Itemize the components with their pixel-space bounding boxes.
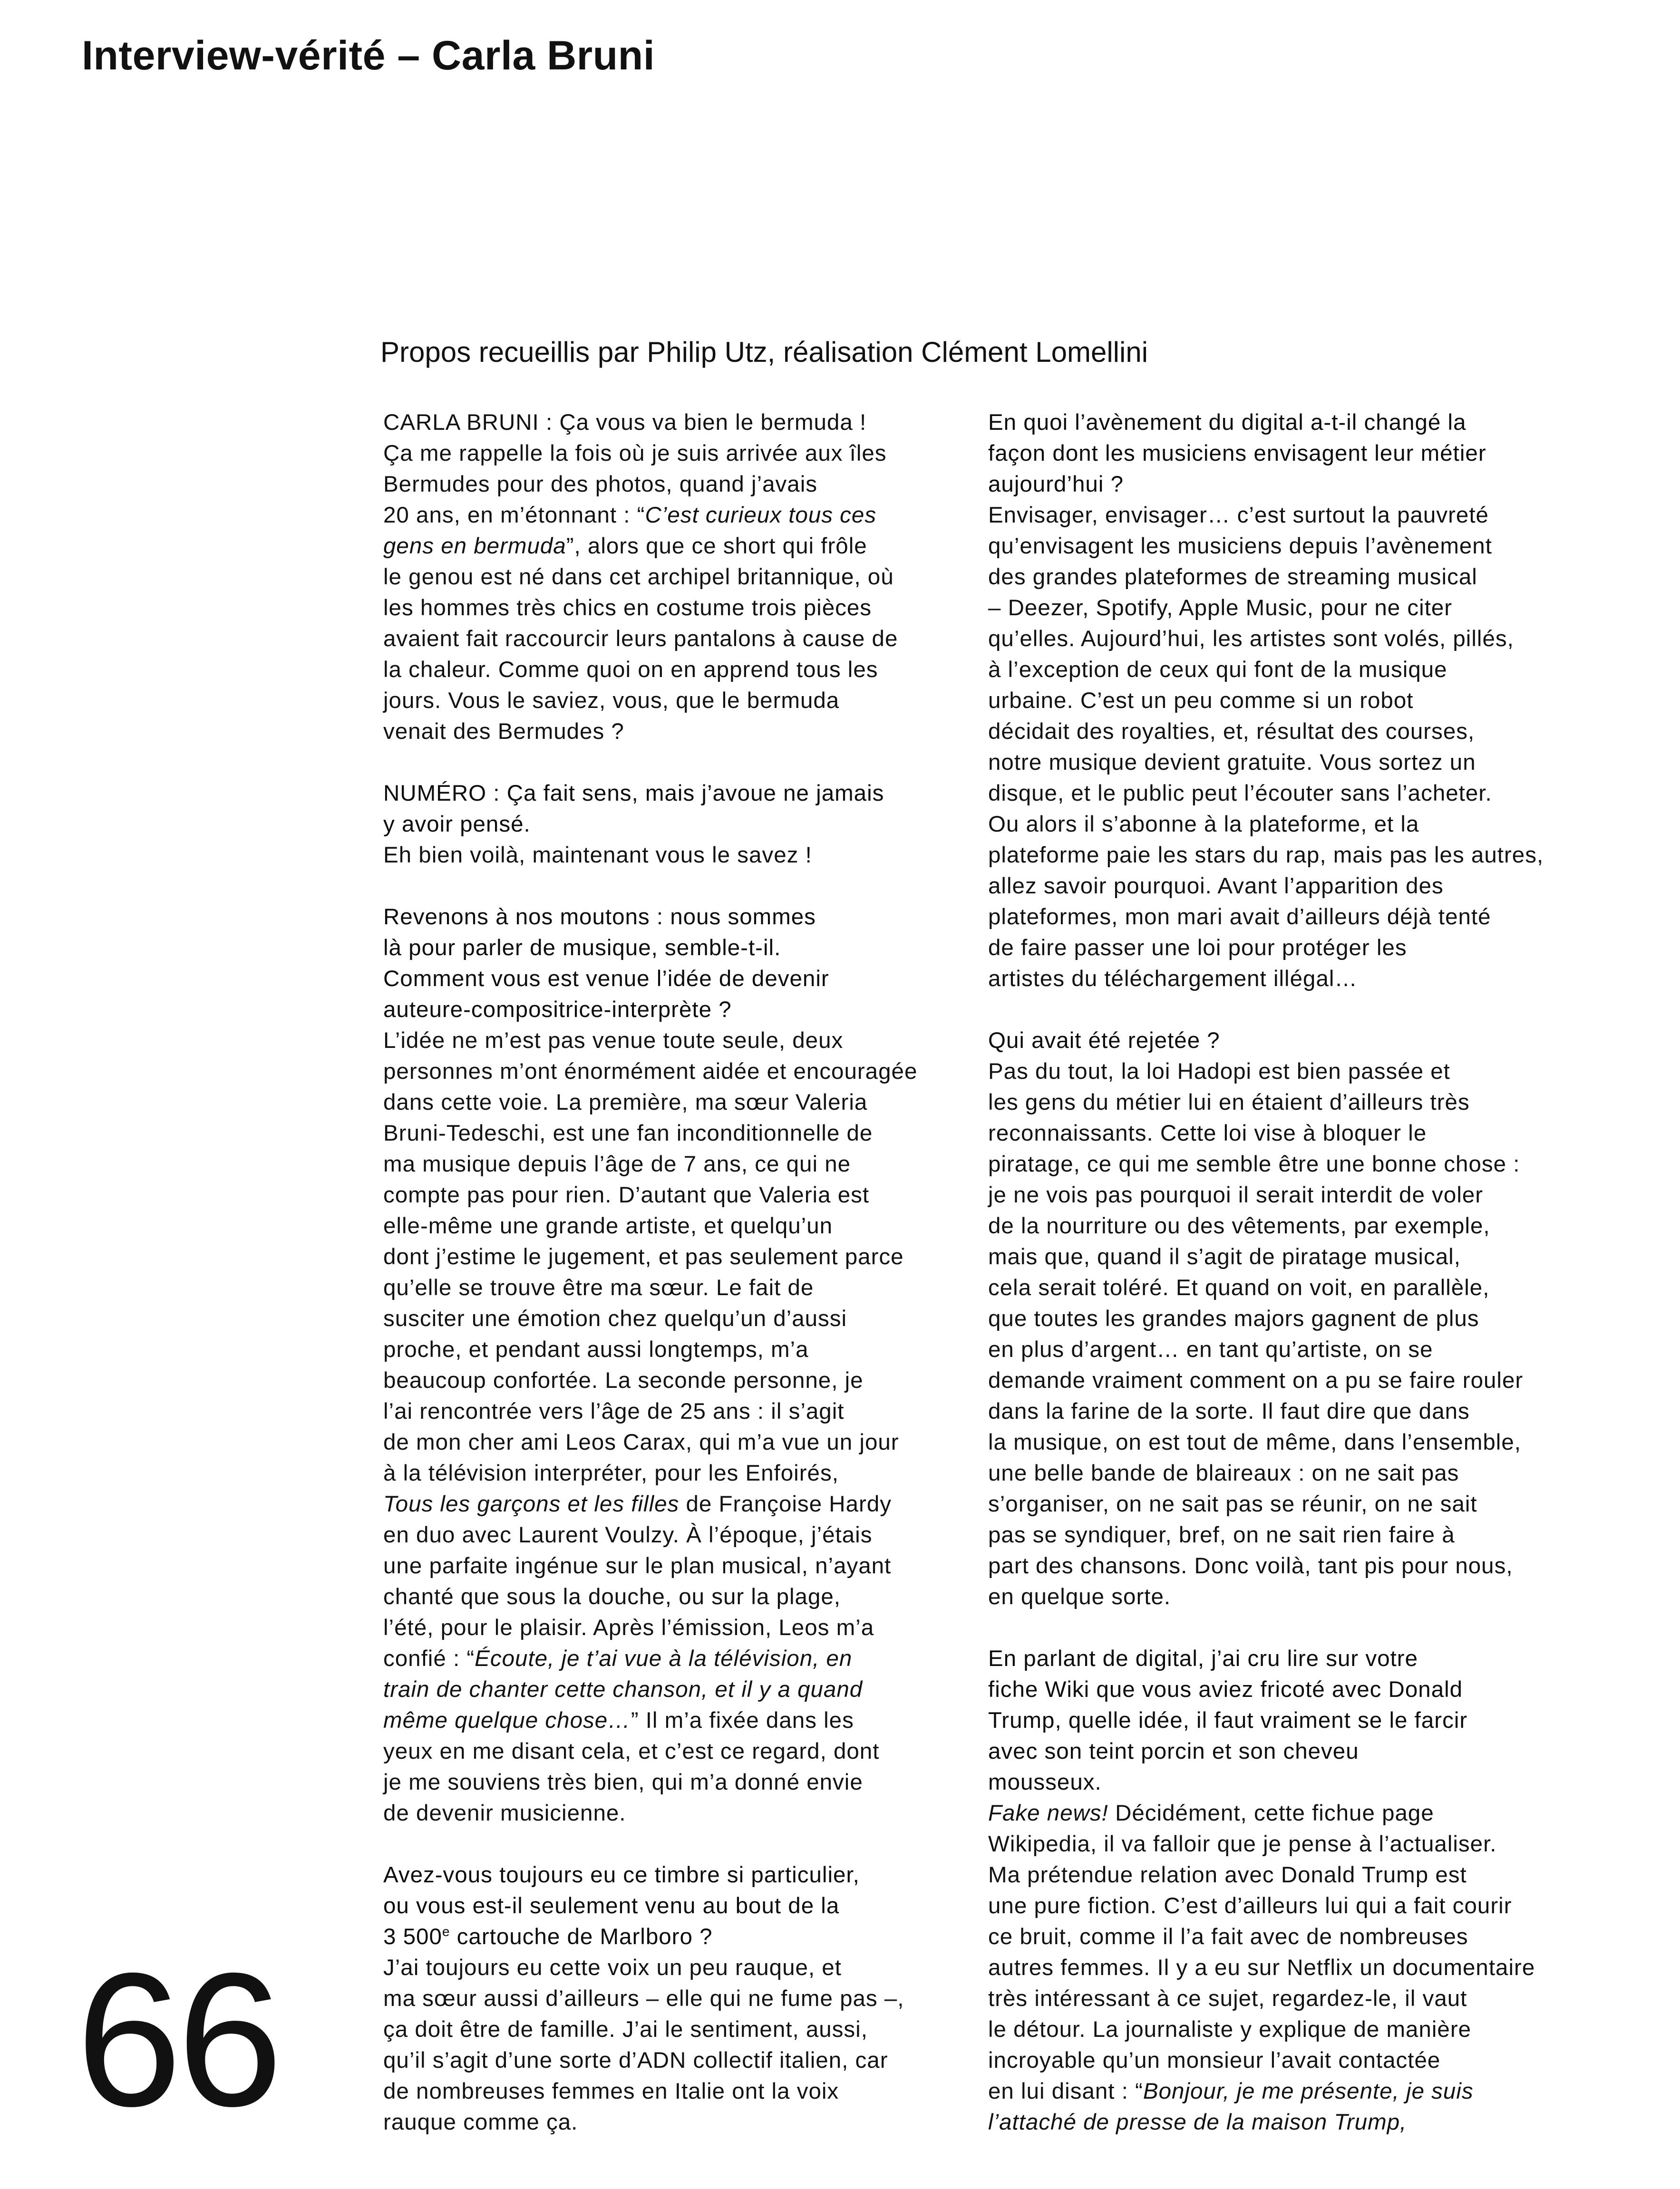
answer-line: dont j’estime le jugement, et pas seulement parce <box>383 1244 904 1269</box>
answer-line: Ou alors il s’abonne à la plateforme, et la <box>988 812 1419 837</box>
interview-credits: Propos recueillis par Philip Utz, réalisation Clément Lomellini <box>380 336 1148 368</box>
answer-line: Ça me rappelle la fois où je suis arrivée aux îles <box>383 441 887 466</box>
question-line: Revenons à nos moutons : nous sommes <box>383 904 816 930</box>
answer-line: disque, et le public peut l’écouter sans l’acheter. <box>988 781 1492 806</box>
answer-line: à la télévision interpréter, pour les Enfoirés, <box>383 1461 839 1486</box>
answer-line: rauque comme ça. <box>383 2110 578 2135</box>
answer-line: chanté que sous la douche, ou sur la plage, <box>383 1584 841 1609</box>
answer-line: dans cette voie. La première, ma sœur Valeria <box>383 1090 868 1115</box>
answer-line: ma musique depuis l’âge de 7 ans, ce qui ne <box>383 1152 851 1177</box>
answer-line: en duo avec Laurent Voulzy. À l’époque, j’étais <box>383 1522 873 1548</box>
answer-line <box>988 2107 1571 2138</box>
answer-line: ça doit être de famille. J’ai le sentiment, aussi, <box>383 2017 868 2042</box>
answer-line: qu’envisagent les musiciens depuis l’avènement <box>988 533 1492 559</box>
answer-line: beaucoup confortée. La seconde personne, je <box>383 1368 864 1393</box>
paragraph-gap <box>383 871 966 901</box>
question-line: Comment vous est venue l’idée de devenir <box>383 966 829 991</box>
question-line: façon dont les musiciens envisagent leur métier <box>988 441 1486 466</box>
italic-quote: gens en bermuda <box>383 533 566 559</box>
answer-line: Wikipedia, il va falloir que je pense à l’actualiser. <box>988 1831 1497 1857</box>
italic-quote: Bonjour, je me présente, je suis <box>1143 2079 1474 2104</box>
question-line: En parlant de digital, j’ai cru lire sur votre <box>988 1646 1418 1671</box>
paragraph-gap <box>383 1829 966 1860</box>
answer-line: de la nourriture ou des vêtements, par exemple, <box>988 1213 1490 1239</box>
answer-line: une belle bande de blaireaux : on ne sait pas <box>988 1461 1459 1486</box>
answer-line: L’idée ne m’est pas venue toute seule, deux <box>383 1028 844 1053</box>
answer-line: qu’il s’agit d’une sorte d’ADN collectif italien, car <box>383 2048 888 2073</box>
italic-quote: train de chanter cette chanson, et il y a quand <box>383 1677 863 1702</box>
answer-line: que toutes les grandes majors gagnent de plus <box>988 1306 1479 1331</box>
answer-line: décidait des royalties, et, résultat des courses, <box>988 719 1475 744</box>
answer-line: la musique, on est tout de même, dans l’ensemble, <box>988 1430 1521 1455</box>
answer-line: mais que, quand il s’agit de piratage musical, <box>988 1244 1461 1269</box>
answer-line: 20 ans, en m’étonnant : “C’est curieux tous ces <box>383 503 877 528</box>
answer-line: Bruni-Tedeschi, est une fan inconditionnelle de <box>383 1121 873 1146</box>
answer-line: les hommes très chics en costume trois pièces <box>383 595 872 620</box>
question-line: auteure-compositrice-interprète ? <box>383 997 732 1022</box>
section-title: Interview-vérité – Carla Bruni <box>82 33 655 78</box>
answer-line: de devenir musicienne. <box>383 1801 626 1826</box>
answer-line: reconnaissants. Cette loi vise à bloquer le <box>988 1121 1427 1146</box>
answer-line: Bermudes pour des photos, quand j’avais <box>383 472 818 497</box>
answer-line: susciter une émotion chez quelqu’un d’aussi <box>383 1306 847 1331</box>
answer-line: à l’exception de ceux qui font de la musique <box>988 657 1447 682</box>
answer-line: de nombreuses femmes en Italie ont la voix <box>383 2079 839 2104</box>
answer-line: je me souviens très bien, qui m’a donné envie <box>383 1770 863 1795</box>
article-column-left <box>383 407 966 2138</box>
answer-line: les gens du métier lui en étaient d’ailleurs très <box>988 1090 1470 1115</box>
answer-line: des grandes plateformes de streaming musical <box>988 564 1477 590</box>
question-line: Qui avait été rejetée ? <box>988 1028 1220 1053</box>
question-line: avec son teint porcin et son cheveu <box>988 1739 1359 1764</box>
answer-line: personnes m’ont énormément aidée et encouragée <box>383 1059 918 1084</box>
answer-line: l’ai rencontrée vers l’âge de 25 ans : il s’agit <box>383 1399 845 1424</box>
answer-line: urbaine. C’est un peu comme si un robot <box>988 688 1414 713</box>
answer-line: qu’elles. Aujourd’hui, les artistes sont volés, pillés, <box>988 626 1514 651</box>
question-line: 3 500e cartouche de Marlboro ? <box>383 1924 713 1949</box>
answer-line: plateforme paie les stars du rap, mais pas les autres, <box>988 843 1544 868</box>
paragraph-gap <box>383 747 966 778</box>
answer-line: en lui disant : “Bonjour, je me présente, je suis <box>988 2079 1474 2104</box>
answer-line: part des chansons. Donc voilà, tant pis pour nous, <box>988 1553 1513 1579</box>
article-column-right <box>988 407 1571 2138</box>
answer-line: gens en bermuda”, alors que ce short qui frôle <box>383 533 867 559</box>
italic-title: Tous les garçons et les filles <box>383 1492 680 1517</box>
answer-line: incroyable qu’un monsieur l’avait contactée <box>988 2048 1441 2073</box>
question-line: NUMÉRO : Ça fait sens, mais j’avoue ne jamais <box>383 781 884 806</box>
answer-line: de mon cher ami Leos Carax, qui m’a vue un jour <box>383 1430 899 1455</box>
answer-line: je ne vois pas pourquoi il serait interdit de voler <box>988 1182 1484 1208</box>
answer-line: J’ai toujours eu cette voix un peu rauque, et <box>383 1955 842 1980</box>
answer-line: une pure fiction. C’est d’ailleurs lui qui a fait courir <box>988 1893 1512 1918</box>
answer-line: Ma prétendue relation avec Donald Trump est <box>988 1862 1467 1888</box>
ordinal-suffix: e <box>442 1924 450 1939</box>
answer-line: proche, et pendant aussi longtemps, m’a <box>383 1337 809 1362</box>
italic-quote: Écoute, je t’ai vue à la télévision, en <box>475 1646 853 1671</box>
answer-line: le détour. La journaliste y explique de manière <box>988 2017 1472 2042</box>
answer-line: l’été, pour le plaisir. Après l’émission, Leos m’a <box>383 1615 874 1640</box>
answer-line: en plus d’argent… en tant qu’artiste, on se <box>988 1337 1433 1362</box>
answer-line <box>383 1674 966 1705</box>
answer-line: Tous les garçons et les filles de Françoise Hardy <box>383 1492 892 1517</box>
question-line: fiche Wiki que vous aviez fricoté avec Donald <box>988 1677 1463 1702</box>
answer-line: dans la farine de la sorte. Il faut dire que dans <box>988 1399 1470 1424</box>
italic-quote: C’est curieux tous ces <box>645 503 877 528</box>
answer-line: autres femmes. Il y a eu sur Netflix un documentaire <box>988 1955 1535 1980</box>
paragraph-gap <box>988 994 1571 1025</box>
answer-line: piratage, ce qui me semble être une bonne chose : <box>988 1152 1520 1177</box>
question-line: En quoi l’avènement du digital a-t-il changé la <box>988 410 1466 435</box>
answer-line: avaient fait raccourcir leurs pantalons à cause de <box>383 626 898 651</box>
answer-line: cela serait toléré. Et quand on voit, en parallèle, <box>988 1275 1490 1300</box>
question-line: aujourd’hui ? <box>988 472 1124 497</box>
answer-line: confié : “Écoute, je t’ai vue à la télévision, en <box>383 1646 853 1671</box>
answer-line: ma sœur aussi d’ailleurs – elle qui ne fume pas –, <box>383 1986 904 2011</box>
page-number: 66 <box>76 1933 278 2146</box>
answer-line: très intéressant à ce sujet, regardez-le, il vaut <box>988 1986 1467 2011</box>
answer-line: jours. Vous le saviez, vous, que le bermuda <box>383 688 840 713</box>
answer-line: le genou est né dans cet archipel britannique, où <box>383 564 894 590</box>
answer-line: même quelque chose…” Il m’a fixée dans les <box>383 1708 854 1733</box>
answer-line: une parfaite ingénue sur le plan musical, n’ayant <box>383 1553 892 1579</box>
answer-line: ce bruit, comme il l’a fait avec de nombreuses <box>988 1924 1468 1949</box>
question-line: Avez-vous toujours eu ce timbre si particulier, <box>383 1862 860 1888</box>
answer-line: elle-même une grande artiste, et quelqu’un <box>383 1213 833 1239</box>
answer-line: demande vraiment comment on a pu se faire rouler <box>988 1368 1524 1393</box>
question-line: là pour parler de musique, semble-t-il. <box>383 935 781 960</box>
answer-line: qu’elle se trouve être ma sœur. Le fait de <box>383 1275 814 1300</box>
answer-line: allez savoir pourquoi. Avant l’apparition des <box>988 873 1444 899</box>
answer-line: s’organiser, on ne sait pas se réunir, on ne sait <box>988 1492 1477 1517</box>
question-line: y avoir pensé. <box>383 812 531 837</box>
question-line: mousseux. <box>988 1770 1102 1795</box>
answer-line: notre musique devient gratuite. Vous sortez un <box>988 750 1476 775</box>
paragraph-gap <box>988 1612 1571 1643</box>
answer-line: plateformes, mon mari avait d’ailleurs déjà tenté <box>988 904 1491 930</box>
italic-quote: même quelque chose… <box>383 1708 631 1733</box>
answer-line: de faire passer une loi pour protéger les <box>988 935 1407 960</box>
answer-line: venait des Bermudes ? <box>383 719 624 744</box>
italic-phrase: Fake news! <box>988 1801 1108 1826</box>
answer-line: yeux en me disant cela, et c’est ce regard, dont <box>383 1739 880 1764</box>
answer-line: CARLA BRUNI : Ça vous va bien le bermuda ! <box>383 410 867 435</box>
answer-line: Fake news! Décidément, cette fichue page <box>988 1801 1434 1826</box>
answer-line: la chaleur. Comme quoi on en apprend tous les <box>383 657 878 682</box>
answer-line: artistes du téléchargement illégal… <box>988 966 1358 991</box>
italic-quote: l’attaché de presse de la maison Trump, <box>988 2110 1407 2135</box>
answer-line: Envisager, envisager… c’est surtout la pauvreté <box>988 503 1489 528</box>
answer-line: – Deezer, Spotify, Apple Music, pour ne citer <box>988 595 1453 620</box>
answer-line: Eh bien voilà, maintenant vous le savez ! <box>383 843 812 868</box>
answer-line: pas se syndiquer, bref, on ne sait rien faire à <box>988 1522 1455 1548</box>
answer-line: en quelque sorte. <box>988 1584 1171 1609</box>
answer-line: compte pas pour rien. D’autant que Valeria est <box>383 1182 870 1208</box>
question-line: ou vous est-il seulement venu au bout de la <box>383 1893 840 1918</box>
answer-line: Pas du tout, la loi Hadopi est bien passée et <box>988 1059 1450 1084</box>
question-line: Trump, quelle idée, il faut vraiment se le farcir <box>988 1708 1468 1733</box>
